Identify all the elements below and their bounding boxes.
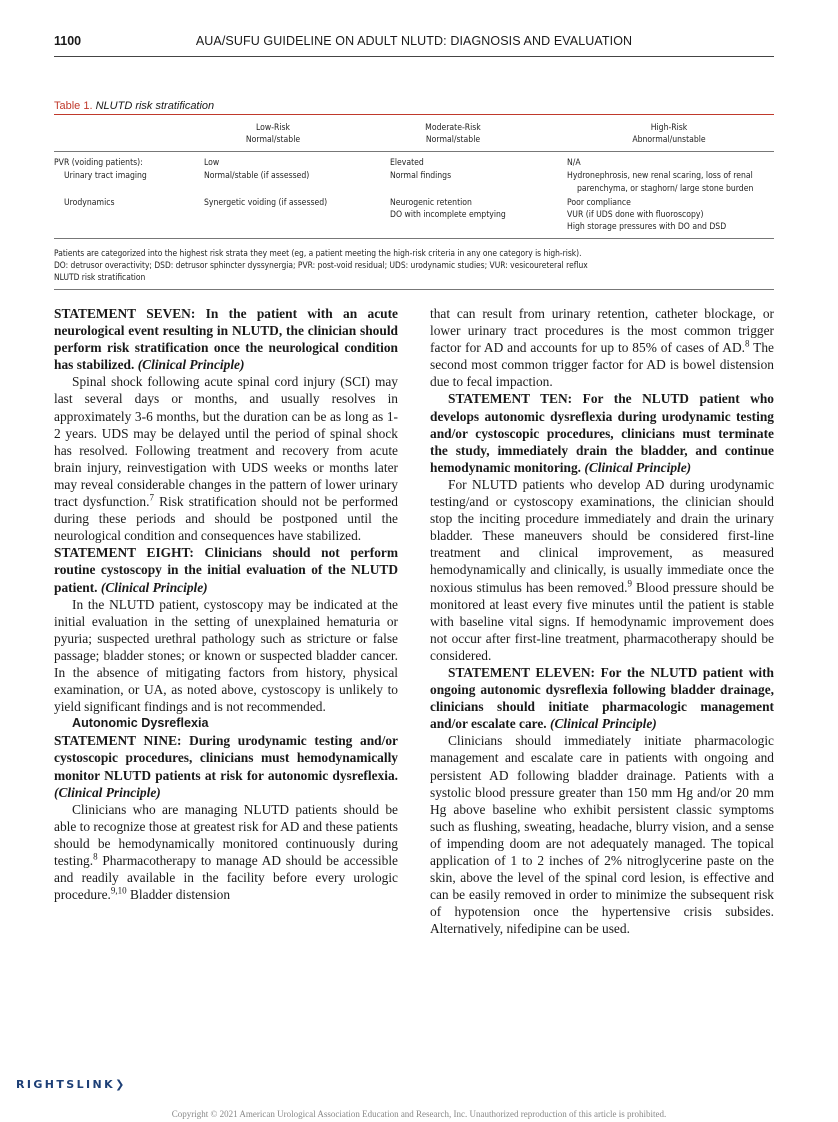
statement-seven-body <box>54 373 398 544</box>
row-pvr-high: N/A <box>567 158 581 168</box>
reference-link[interactable]: 8 <box>93 851 98 862</box>
row-imaging-low: Normal/stable (if assessed) <box>204 171 310 181</box>
statement-seven-text: STATEMENT SEVEN: In the patient with an acute neurological event resulting in NLUTD, the clinician should perform risk stratification once the neurological condition has stabilized. <box>54 306 398 373</box>
table-bottom-rule <box>54 238 774 239</box>
body-text: Spinal shock following acute spinal cord injury (SCI) may last several days or months, and usually resolves in approximately 3-6 months, but the duration can be as long as 1-2 years. UDS may be delayed until the period of spinal shock has resolved. Following treatment and recovery from acute brain injury, reinvestigation with UDS weeks or months later may reveal considerable changes in the pattern of lower urinary tract dysfunction. <box>54 374 398 510</box>
table-note: DO: detrusor overactivity; DSD: detrusor sphincter dyssynergia; PVR: post-void residual; UDS: urodynamic studies; VUR: vesicoureteral reflux <box>54 260 588 270</box>
statement-nine-principle: (Clinical Principle) <box>54 784 161 800</box>
statement-nine-text: STATEMENT NINE: During urodynamic testing and/or cystoscopic procedures, clinicians must hemodynamically monitor NLUTD patients at risk for autonomic dysreflexia. <box>54 733 398 783</box>
table-end-rule <box>54 289 774 290</box>
row-pvr-label: PVR (voiding patients): <box>54 158 143 168</box>
row-imaging-moderate: Normal findings <box>390 171 452 181</box>
body-text: Blood pressure should be monitored at least every five minutes until the patient is stable with baseline vital signs. If hemodynamic improvement does not occur after first-line treatment, pharmacotherapy should be considered. <box>430 579 774 663</box>
statement-nine <box>54 732 398 800</box>
row-uds-high-1: Poor compliance <box>567 198 631 208</box>
col-high-name: High-Risk <box>650 123 688 133</box>
row-pvr-moderate: Elevated <box>390 158 424 168</box>
right-column <box>430 305 774 937</box>
row-uds-label: Urodynamics <box>64 198 115 208</box>
col-low-name: Low-Risk <box>255 123 291 133</box>
body-text: that can result from urinary retention, catheter blockage, or lower urinary tract procedures is the most common trigger factor for AD and accounts for up to 85% of cases of AD. <box>430 306 774 356</box>
body-text: Bladder distension <box>126 887 231 903</box>
statement-ten-principle: (Clinical Principle) <box>584 459 692 475</box>
statement-seven <box>54 305 398 373</box>
reference-link[interactable]: 9 <box>627 578 632 589</box>
col-header-low <box>215 122 332 146</box>
row-uds-high-3: High storage pressures with DO and DSD <box>567 222 727 232</box>
statement-eleven-text: STATEMENT ELEVEN: For the NLUTD patient with ongoing autonomic dysreflexia following bladder drainage, clinicians should initiate pharmacologic management and/or escalate care. <box>430 664 774 732</box>
body-text: Pharmacotherapy to manage AD should be accessible and readily available in the facility before every urologic procedure. <box>54 853 398 903</box>
table-header-rule <box>54 151 774 152</box>
section-heading: Autonomic Dysreflexia <box>72 716 209 731</box>
col-moderate-name: Moderate-Risk <box>425 123 481 133</box>
statement-ten-body <box>430 476 774 664</box>
table-notes <box>54 247 720 283</box>
continued-paragraph <box>430 305 774 390</box>
statement-ten-text: STATEMENT TEN: For the NLUTD patient who develops autonomic dysreflexia during urodynamic testing and/or cystoscopic procedures, clinicians must terminate the study, immediately drain the bladder, and continue hemodynamic monitoring. <box>430 391 774 475</box>
header-rule <box>54 56 774 57</box>
reference-link[interactable]: 7 <box>149 492 154 503</box>
statement-eight-body: In the NLUTD patient, cystoscopy may be indicated at the initial evaluation in the setting of unexplained hematuria or pyuria; suspected urethral pathology such as stricture or false passage; bladder stones; or known or suspected bladder cancer. In the absence of mitigating factors from history, physical examination, or UA, as noted above, cystoscopy is unlikely to yield significant findings and is not recommended. <box>54 596 398 715</box>
body-text: Risk stratification should not be performed during these periods and should be postponed until the neurological condition and consequences have stabilized. <box>54 494 399 544</box>
reference-link[interactable]: 9,10 <box>110 885 127 896</box>
row-imaging-high-1: Hydronephrosis, new renal scaring, loss of renal <box>567 171 753 181</box>
col-high-sub: Abnormal/unstable <box>632 135 706 145</box>
statement-eleven-body: Clinicians should immediately initiate pharmacologic management and escalate care in patients with ongoing and persistent AD following bladder drainage. Patients with a systolic blood pressure greater than 150 mm Hg and/or 20 mm Hg above baseline who exhibit persistent classic symptoms such as flushing, sweating, headache, blurry vision, and a sense of impending doom are not adequately managed. The topical application of 1 to 2 inches of 2% nitroglycerine paste on the skin, above the level of the spinal cord lesion, is effective and can be easily removed in order to minimize the subsequent risk of hypotension once the hypertensive crisis subsides. Alternatively, nifedipine can be used. <box>430 733 774 937</box>
table-note: Patients are categorized into the highest risk strata they meet (eg, a patient meeting the high-risk criteria in any one category is high-risk). <box>54 248 582 258</box>
running-header <box>54 34 774 52</box>
col-low-sub: Normal/stable <box>245 135 301 145</box>
reference-link[interactable]: 8 <box>745 338 750 349</box>
statement-seven-principle: (Clinical Principle) <box>137 357 245 373</box>
statement-eleven-principle: (Clinical Principle) <box>550 716 657 732</box>
left-column <box>54 305 398 903</box>
statement-eight <box>54 544 398 595</box>
table-caption <box>54 100 214 112</box>
page-number: 1100 <box>54 34 82 48</box>
running-title: AUA/SUFU GUIDELINE ON ADULT NLUTD: DIAGNOSIS AND EVALUATION <box>195 34 633 48</box>
row-uds-high-2: VUR (if UDS done with fluoroscopy) <box>567 210 704 220</box>
rightslink-logo[interactable] <box>16 1078 127 1091</box>
body-text: For NLUTD patients who develop AD during urodynamic testing/and or cystoscopy examinations, the clinician should stop the inciting procedure immediately and drain the urinary bladder. These maneuvers should be considered first-line treatment and clinical improvement, as measured hemodynamically and clinically, is usually immediate once the noxious stimulus has been removed. <box>430 476 774 595</box>
col-header-high <box>611 122 728 146</box>
table-top-rule <box>54 114 774 115</box>
statement-ten <box>430 390 774 475</box>
col-moderate-sub: Normal/stable <box>425 135 481 145</box>
body-text: The second most common trigger factor for AD is bowel distension due to fecal impaction. <box>430 340 775 390</box>
statement-eleven <box>430 664 774 732</box>
row-uds-moderate-2: DO with incomplete emptying <box>390 210 506 220</box>
row-pvr-low: Low <box>204 158 220 168</box>
row-uds-low: Synergetic voiding (if assessed) <box>204 198 328 208</box>
rightslink-wordmark: RIGHTSLINK <box>16 1078 116 1091</box>
statement-eight-principle: (Clinical Principle) <box>100 579 208 595</box>
body-text: Clinicians who are managing NLUTD patients should be able to recognize those at greatest risk for AD and these patients should be hemodynamically monitored continuously during testing. <box>54 801 398 868</box>
col-header-moderate <box>395 122 512 146</box>
statement-nine-body <box>54 801 398 904</box>
row-imaging-high-2: parenchyma, or staghorn/ large stone burden <box>577 184 754 194</box>
row-imaging-label: Urinary tract imaging <box>64 171 147 181</box>
row-uds-moderate-1: Neurogenic retention <box>390 198 472 208</box>
table-label: Table 1. <box>54 100 93 112</box>
table-title: NLUTD risk stratification <box>95 100 215 112</box>
copyright-footer: Copyright © 2021 American Urological Association Education and Research, Inc. Unauthorized reproduction of this article is prohibited. <box>171 1109 667 1119</box>
table-note: NLUTD risk stratification <box>54 272 146 282</box>
statement-eight-text: STATEMENT EIGHT: Clinicians should not perform routine cystoscopy in the initial evaluation of the NLUTD patient. <box>54 545 398 595</box>
chevron-right-icon: ❯ <box>115 1078 127 1091</box>
